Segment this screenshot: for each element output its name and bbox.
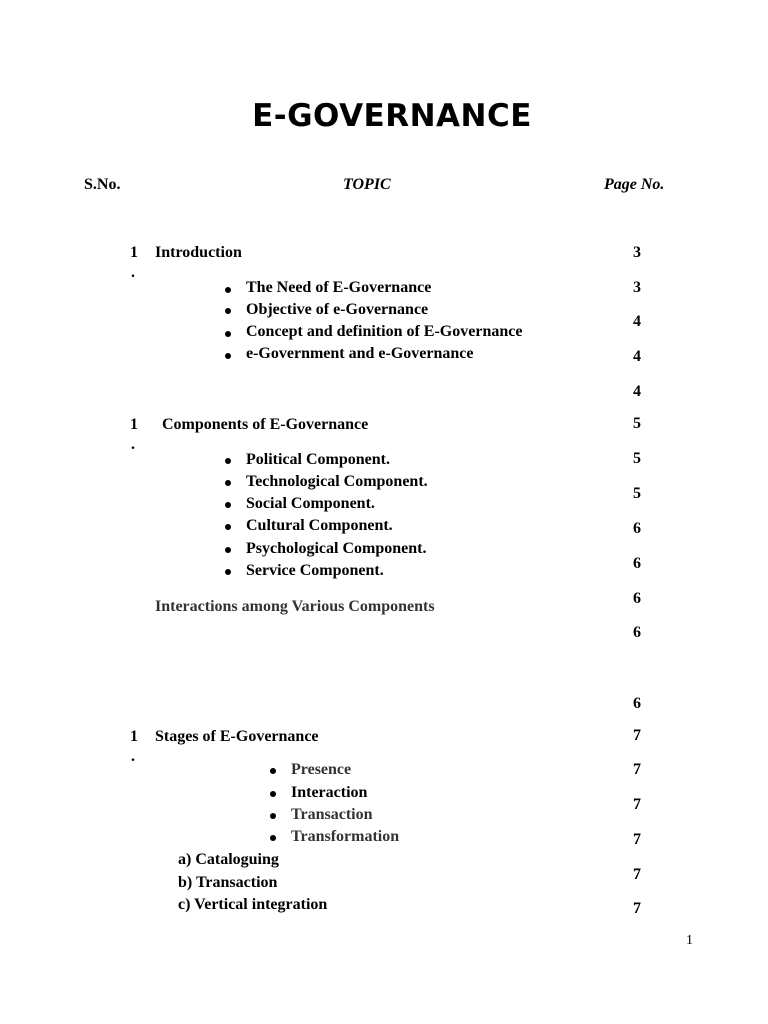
page-number: 6 (633, 555, 641, 572)
list-item: e-Government and e-Governance (246, 345, 474, 362)
list-item: Objective of e-Governance (246, 301, 429, 318)
page-number: 7 (633, 727, 641, 744)
bullet-icon (270, 768, 276, 774)
bullet-icon (270, 791, 276, 797)
list-item: Political Component. (246, 451, 390, 468)
bullet-icon (270, 813, 276, 819)
section-number-dot: . (131, 264, 135, 281)
page-number: 6 (633, 590, 641, 607)
lettered-item: c) Vertical integration (178, 896, 328, 913)
section-number: 1 (130, 416, 138, 433)
page-number: 4 (633, 348, 641, 365)
section-title: Components of E-Governance (162, 416, 369, 433)
lettered-item: a) Cataloguing (178, 851, 279, 868)
list-item: Interaction (291, 784, 368, 801)
page-number: 6 (633, 695, 641, 712)
list-item: Technological Component. (246, 473, 428, 490)
page-number: 3 (633, 279, 641, 296)
section-number-dot: . (131, 748, 135, 765)
page-number: 5 (633, 485, 641, 502)
page-number: 7 (633, 900, 641, 917)
list-item: Transformation (291, 828, 400, 845)
list-item: Concept and definition of E-Governance (246, 323, 523, 340)
subsection-title: Interactions among Various Components (155, 598, 435, 615)
bullet-icon (225, 308, 231, 314)
page-number: 5 (633, 415, 641, 432)
bullet-icon (225, 502, 231, 508)
header-page-no: Page No. (604, 176, 665, 193)
bullet-icon (225, 480, 231, 486)
bullet-icon (225, 547, 231, 553)
list-item: Social Component. (246, 495, 375, 512)
document-title: E-GOVERNANCE (252, 98, 532, 134)
list-item: Service Component. (246, 562, 384, 579)
bullet-icon (225, 331, 231, 337)
header-sno: S.No. (84, 176, 121, 193)
page-number: 4 (633, 383, 641, 400)
list-item: Cultural Component. (246, 517, 393, 534)
page-number: 4 (633, 313, 641, 330)
page-number: 7 (633, 761, 641, 778)
section-number-dot: . (131, 436, 135, 453)
section-number: 1 (130, 244, 138, 261)
page-number: 7 (633, 831, 641, 848)
list-item: Psychological Component. (246, 540, 427, 557)
page-number: 5 (633, 450, 641, 467)
header-topic: TOPIC (343, 176, 391, 193)
section-number: 1 (130, 728, 138, 745)
page-number: 6 (633, 520, 641, 537)
section-title: Introduction (155, 244, 242, 261)
bullet-icon (225, 353, 231, 359)
bullet-icon (225, 569, 231, 575)
list-item: Presence (291, 761, 352, 778)
bullet-icon (225, 287, 231, 293)
bullet-icon (270, 835, 276, 841)
footer-page-number: 1 (686, 933, 693, 948)
page-number: 6 (633, 624, 641, 641)
page-number: 7 (633, 796, 641, 813)
lettered-item: b) Transaction (178, 874, 278, 891)
section-title: Stages of E-Governance (155, 728, 319, 745)
page-number: 3 (633, 244, 641, 261)
list-item: The Need of E-Governance (246, 279, 432, 296)
list-item: Transaction (291, 806, 373, 823)
page-number: 7 (633, 866, 641, 883)
bullet-icon (225, 458, 231, 464)
bullet-icon (225, 524, 231, 530)
